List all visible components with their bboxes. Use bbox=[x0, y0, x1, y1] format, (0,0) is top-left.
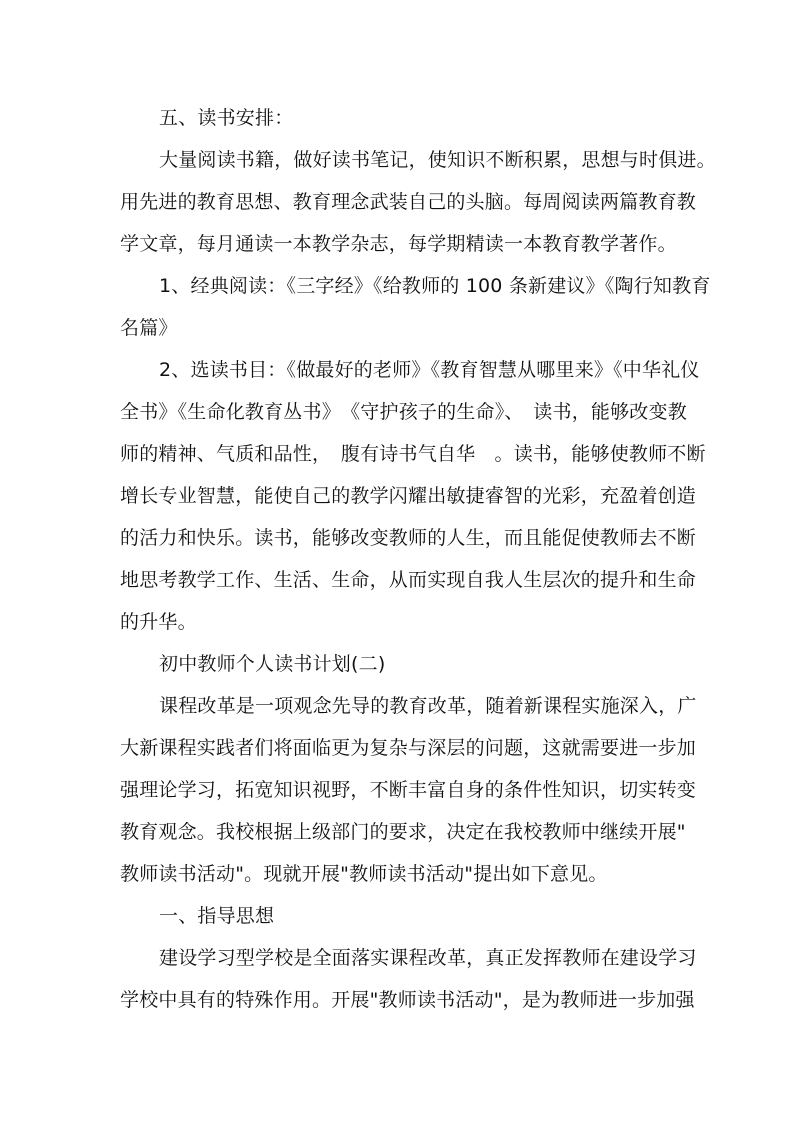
paragraph-line: 的升华。 bbox=[120, 611, 197, 633]
paragraph-line: 的活力和快乐。读书，能够改变教师的人生，而且能促使教师去不断 bbox=[120, 527, 697, 549]
section-heading-guiding-ideology: 一、指导思想 bbox=[159, 905, 275, 927]
paragraph-line: 名篇》 bbox=[120, 317, 178, 339]
paragraph-line: 教师读书活动"。现就开展"教师读书活动"提出如下意见。 bbox=[120, 863, 608, 885]
paragraph-line: 大量阅读书籍，做好读书笔记，使知识不断积累，思想与时俱进。 bbox=[159, 149, 716, 171]
paragraph-line: 增长专业智慧，能使自己的教学闪耀出敏捷睿智的光彩，充盈着创造 bbox=[120, 485, 697, 507]
paragraph-line: 建设学习型学校是全面落实课程改革，真正发挥教师在建设学习 bbox=[159, 947, 697, 969]
section-heading-reading-arrangement: 五、读书安排： bbox=[159, 107, 294, 129]
paragraph-line: 教育观念。我校根据上级部门的要求，决定在我校教师中继续开展" bbox=[120, 821, 686, 843]
paragraph-line: 大新课程实践者们将面临更为复杂与深层的问题，这就需要进一步加 bbox=[120, 737, 697, 759]
paragraph-line: 师的精神、气质和品性， 腹有诗书气自华 。读书，能够使教师不断 bbox=[120, 443, 706, 465]
paragraph-line: 全书》《生命化教育丛书》 《守护孩子的生命》、 读书，能够改变教 bbox=[120, 401, 687, 423]
document-subtitle: 初中教师个人读书计划(二) bbox=[159, 653, 386, 675]
paragraph-line: 学校中具有的特殊作用。开展"教师读书活动"，是为教师进一步加强 bbox=[120, 989, 695, 1011]
paragraph-line: 学文章，每月通读一本教学杂志，每学期精读一本教育教学著作。 bbox=[120, 233, 677, 255]
list-item-classic-reading: 1、经典阅读：《三字经》《给教师的 100 条新建议》《陶行知教育 bbox=[159, 275, 711, 297]
paragraph-line: 地思考教学工作、生活、生命，从而实现自我人生层次的提升和生命 bbox=[120, 569, 697, 591]
paragraph-line: 强理论学习，拓宽知识视野，不断丰富自身的条件性知识，切实转变 bbox=[120, 779, 697, 801]
paragraph-line: 课程改革是一项观念先导的教育改革，随着新课程实施深入，广 bbox=[159, 695, 697, 717]
list-item-selected-books: 2、选读书目：《做最好的老师》《教育智慧从哪里来》《中华礼仪 bbox=[159, 359, 700, 381]
paragraph-line: 用先进的教育思想、教育理念武装自己的头脑。每周阅读两篇教育教 bbox=[120, 191, 697, 213]
